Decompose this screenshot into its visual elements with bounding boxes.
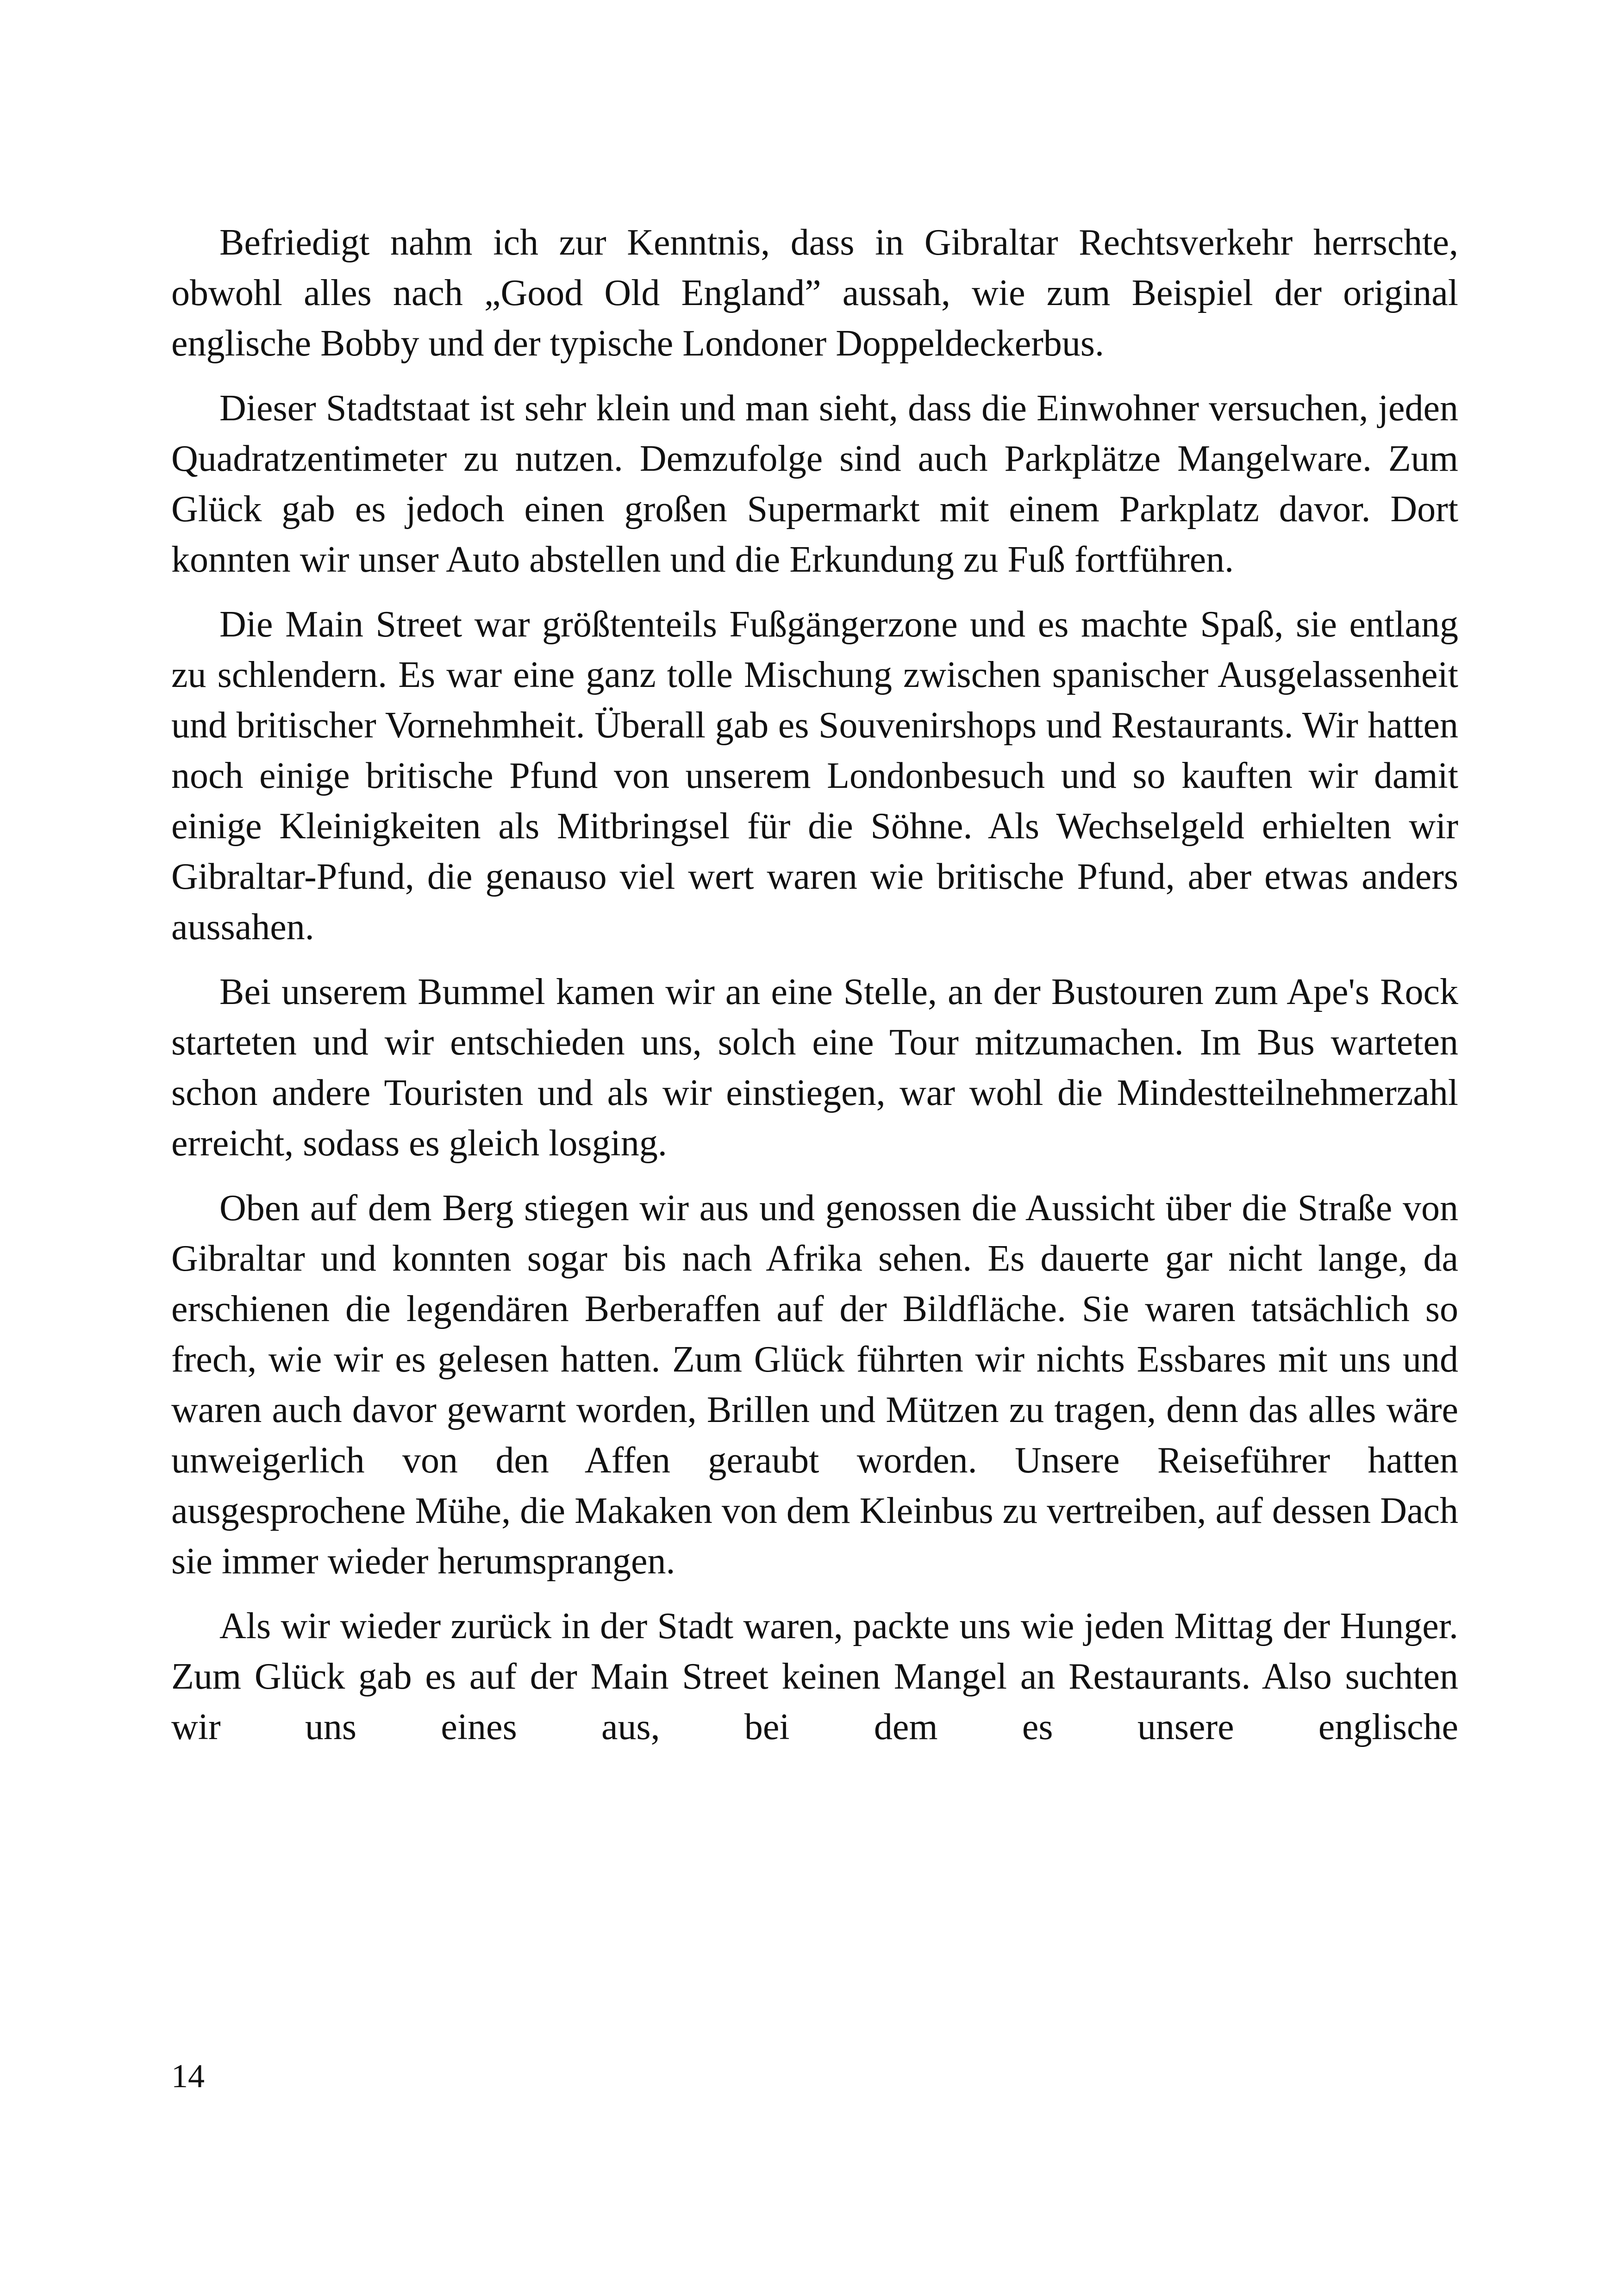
paragraph-4: Bei unserem Bummel kamen wir an eine Stelle, an der Bustouren zum Ape's Rock starteten und wir entschieden uns, solch eine Tour mitzumachen. Im Bus warteten schon andere Touristen und als wir einstiegen, war wohl die Mindestteilnehmerzahl erreicht, sodass es gleich losging.	[171, 972, 1458, 1164]
paragraph-5: Oben auf dem Berg stiegen wir aus und genossen die Aussicht über die Straße von Gibraltar und konnten sogar bis nach Afrika sehen. Es dauerte gar nicht lange, da erschienen die legendären Berberaffen auf der Bildfläche. Sie waren tatsächlich so frech, wie wir es gelesen hatten. Zum Glück führten wir nichts Essbares mit uns und waren auch davor gewarnt worden, Brillen und Mützen zu tragen, denn das alles wäre unweigerlich von den Affen geraubt worden. Unsere Reiseführer hatten ausgesprochene Mühe, die Makaken von dem Kleinbus zu vertreiben, auf dessen Dach sie immer wieder herumsprangen.	[171, 1188, 1458, 1582]
paragraph-1: Befriedigt nahm ich zur Kenntnis, dass in Gibraltar Rechtsverkehr herrschte, obwohl alles nach „Good Old England” aussah, wie zum Beispiel der original englische Bobby und der typische Londoner Doppeldeckerbus.	[171, 222, 1458, 364]
paragraph-3: Die Main Street war größtenteils Fußgängerzone und es machte Spaß, sie entlang zu schlendern. Es war eine ganz tolle Mischung zwischen spanischer Ausgelassenheit und britischer Vornehmheit. Überall gab es Souvenirshops und Restaurants. Wir hatten noch einige britische Pfund von unserem Londonbesuch und so kauften wir damit einige Kleinigkeiten als Mitbringsel für die Söhne. Als Wechselgeld erhielten wir Gibraltar-Pfund, die genauso viel wert waren wie britische Pfund, aber etwas anders aussahen.	[171, 604, 1458, 948]
paragraph-6: Als wir wieder zurück in der Stadt waren, packte uns wie jeden Mittag der Hunger. Zum Glück gab es auf der Main Street keinen Mangel an Restaurants. Also suchten wir uns eines aus, bei dem es unsere englische	[171, 1606, 1458, 1747]
body-text	[171, 218, 1458, 1767]
page-number: 14	[171, 2058, 205, 2095]
paragraph-2: Dieser Stadtstaat ist sehr klein und man sieht, dass die Einwohner versuchen, jeden Quadratzentimeter zu nutzen. Demzufolge sind auch Parkplätze Mangelware. Zum Glück gab es jedoch einen großen Supermarkt mit einem Parkplatz davor. Dort konnten wir unser Auto abstellen und die Erkundung zu Fuß fortführen.	[171, 388, 1458, 580]
